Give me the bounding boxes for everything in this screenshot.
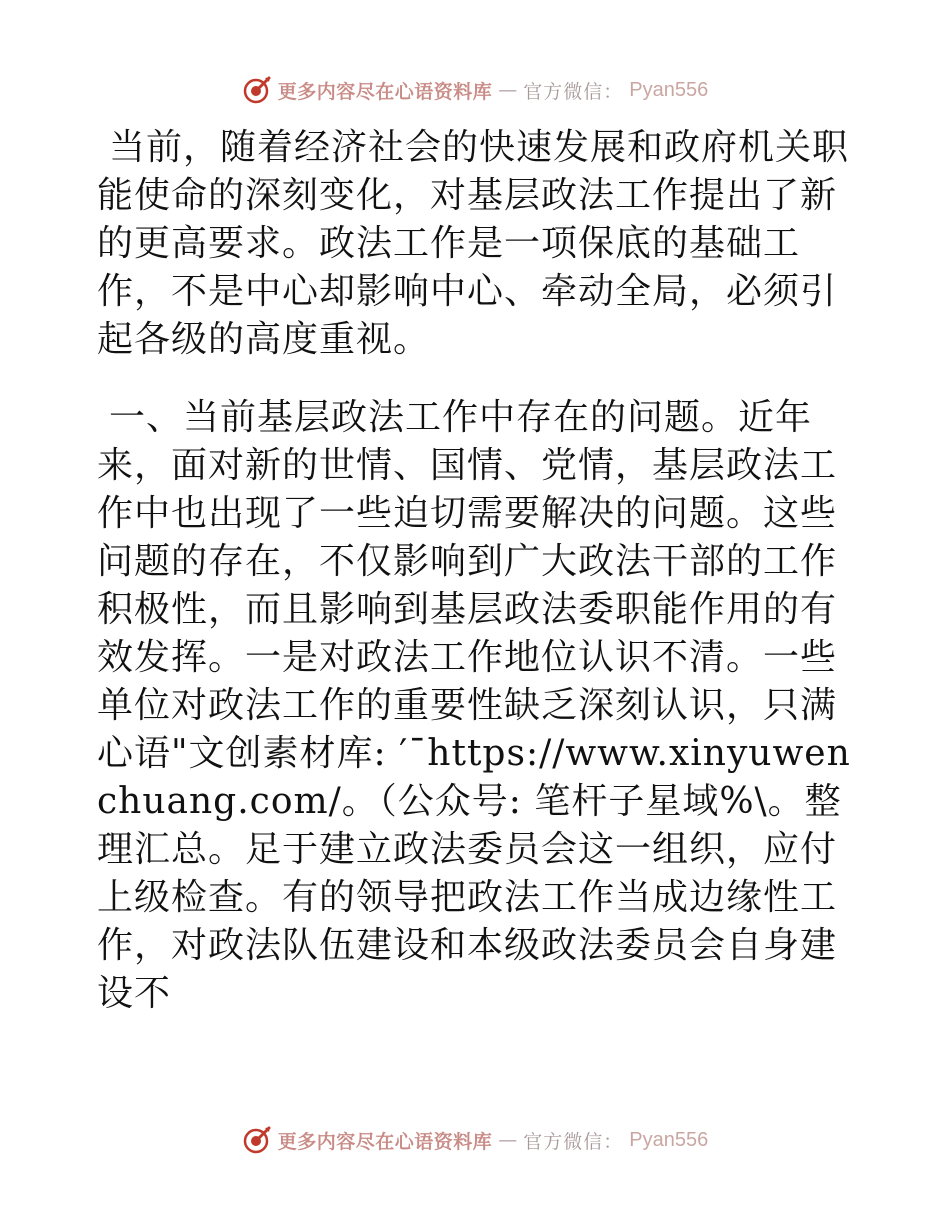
pen-logo-icon	[242, 75, 272, 105]
document-body	[97, 124, 857, 1018]
paragraph-problems: 一、当前基层政法工作中存在的问题。近年来，面对新的世情、国情、党情，基层政法工作中也出现了一些迫切需要解决的问题。这些问题的存在，不仅影响到广大政法干部的工作积极性，而且影响到基层政法委职能作用的有效发挥。一是对政法工作地位认识不清。一些单位对政法工作的重要性缺乏深刻认识，只满心语"文创素材库: ′¯https://www.xinyuwenchuang.com/。（公众号: 笔杆子星域%\。整理汇总。足于建立政法委员会这一组织，应付上级检查。有的领导把政法工作当成边缘性工作，对政法队伍建设和本级政法委员会自身建设不	[97, 397, 851, 1014]
pen-logo-icon	[242, 1125, 272, 1155]
header-dash: —	[498, 79, 518, 101]
header-wechat-id: Pyan556	[629, 78, 709, 101]
footer-wechat-id: Pyan556	[629, 1128, 709, 1151]
header-official-label: 官方微信：	[523, 80, 624, 103]
header-promo-text: 更多内容尽在心语资料库	[277, 80, 493, 103]
header-banner	[0, 70, 950, 110]
footer-official-label: 官方微信：	[523, 1130, 624, 1153]
paragraph-intro: 当前，随着经济社会的快速发展和政府机关职能使命的深刻变化，对基层政法工作提出了新的更高要求。政法工作是一项保底的基础工作，不是中心却影响中心、牵动全局，必须引起各级的高度重视。	[97, 127, 850, 360]
footer-banner	[0, 1120, 950, 1160]
footer-promo-text: 更多内容尽在心语资料库	[277, 1130, 493, 1153]
footer-dash: —	[498, 1129, 518, 1151]
